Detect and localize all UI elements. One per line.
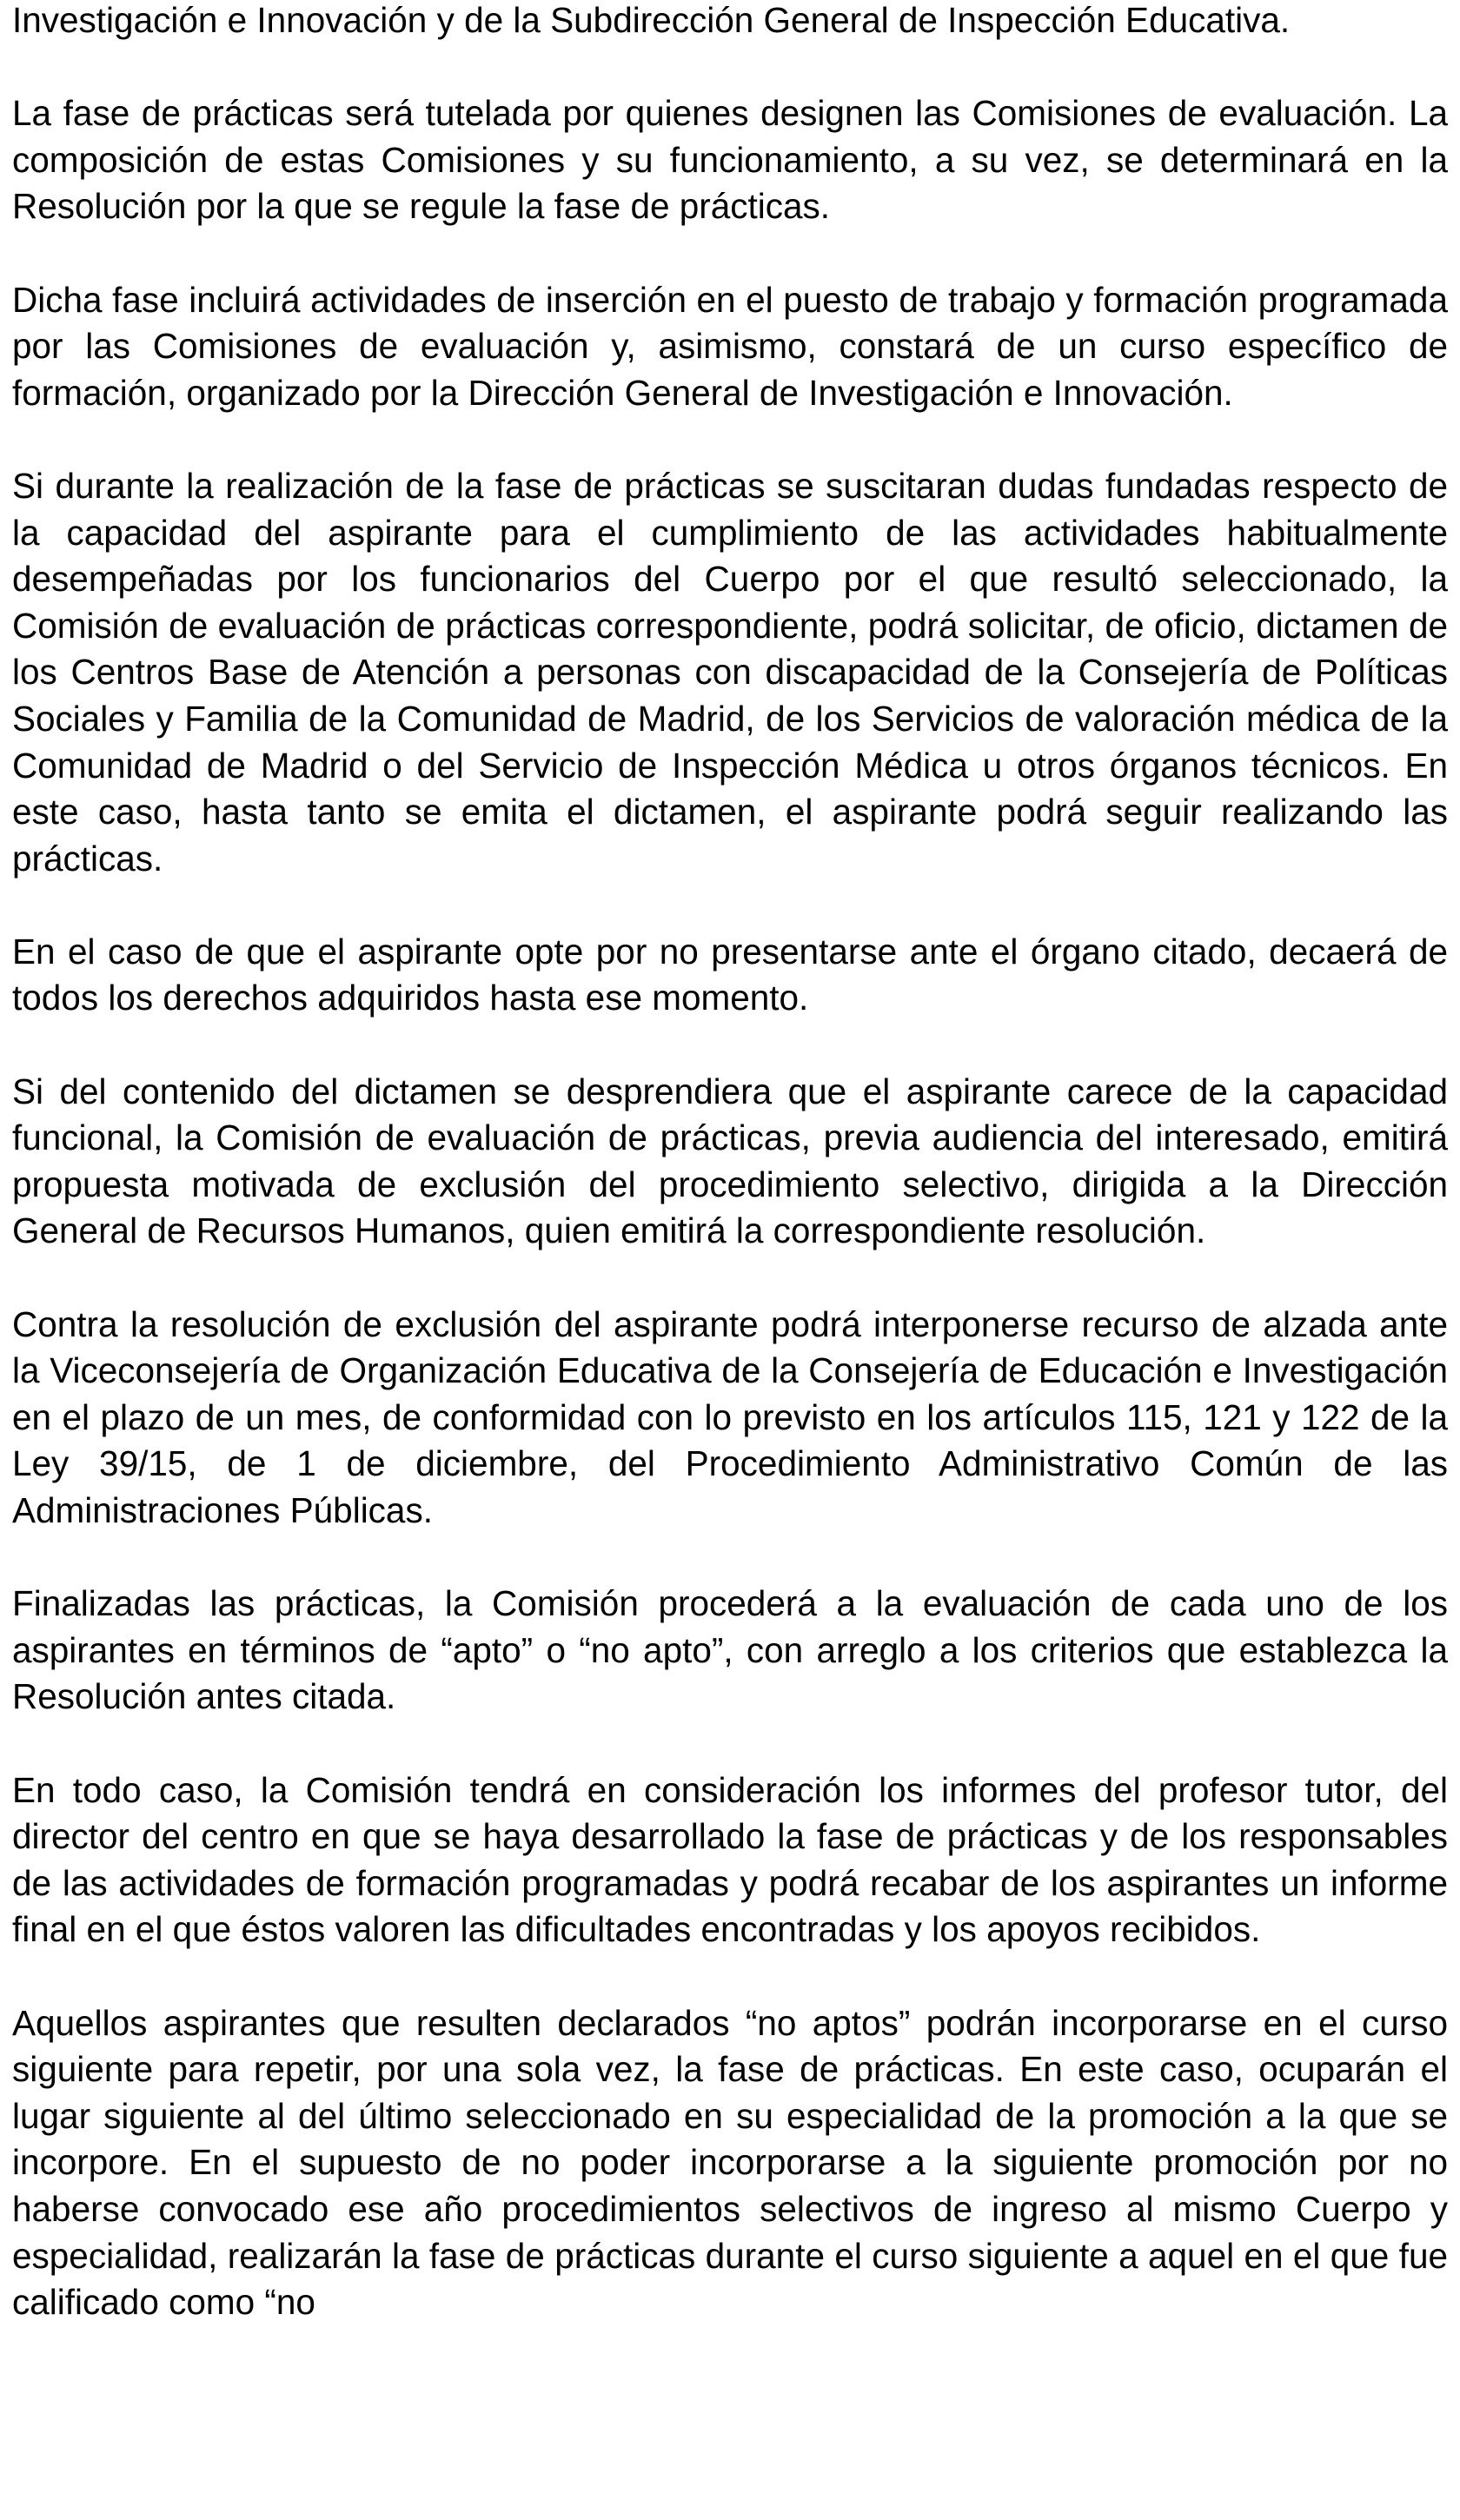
paragraph-7: Contra la resolución de exclusión del aspirante podrá interponerse recurso de alzada ante la Viceconsejería de Organización Educativa de la Consejería de Educación e Investigación en el plazo de un mes, de conformidad con lo previsto en los artículos 115, 121 y 122 de la Ley 39/15, de 1 de diciembre, del Procedimiento Administrativo Común de las Administraciones Públicas. [12,1303,1448,1530]
paragraph-2: La fase de prácticas será tutelada por quienes designen las Comisiones de evaluación. La composición de estas Comisiones y su funcionamiento, a su vez, se determinará en la Resolución por la que se regule la fase de prácticas. [12,93,1448,227]
paragraph-6: Si del contenido del dictamen se desprendiera que el aspirante carece de la capacidad funcional, la Comisión de evaluación de prácticas, previa audiencia del interesado, emitirá propuesta motivada de exclusión del procedimiento selectivo, dirigida a la Dirección General de Recursos Humanos, quien emitirá la correspondiente resolución. [12,1071,1448,1251]
paragraph-3: Dicha fase incluirá actividades de inserción en el puesto de trabajo y formación programada por las Comisiones de evaluación y, asimismo, constará de un curso específico de formación, organizado por la Dirección General de Investigación e Innovación. [12,279,1448,413]
paragraph-10: Aquellos aspirantes que resulten declarados “no aptos” podrán incorporarse en el curso siguiente para repetir, por una sola vez, la fase de prácticas. En este caso, ocuparán el lugar siguiente al del último seleccionado en su especialidad de la promoción a la que se incorpore. En el supuesto de no poder incorporarse a la siguiente promoción por no haberse convocado ese año procedimientos selectivos de ingreso al mismo Cuerpo y especialidad, realizarán la fase de prácticas durante el curso siguiente a aquel en el que fue calificado como “no [12,2002,1448,2323]
paragraph-5: En el caso de que el aspirante opte por no presentarse ante el órgano citado, decaerá de todos los derechos adquiridos hasta ese momento. [12,931,1448,1018]
paragraph-1: Investigación e Innovación y de la Subdirección General de Inspección Educativa. [12,0,1291,40]
paragraph-8: Finalizadas las prácticas, la Comisión procederá a la evaluación de cada uno de los aspirantes en términos de “apto” o “no apto”, con arreglo a los criterios que establezca la Resolución antes citada. [12,1583,1448,1717]
paragraph-9: En todo caso, la Comisión tendrá en consideración los informes del profesor tutor, del director del centro en que se haya desarrollado la fase de prácticas y de los responsables de las actividades de formación programadas y podrá recabar de los aspirantes un informe final en el que éstos valoren las dificultades encontradas y los apoyos recibidos. [12,1769,1448,1950]
document-page [12,0,1448,2372]
paragraph-4: Si durante la realización de la fase de prácticas se suscitaran dudas fundadas respecto de la capacidad del aspirante para el cumplimiento de las actividades habitualmente desempeñadas por los funcionarios del Cuerpo por el que resultó seleccionado, la Comisión de evaluación de prácticas correspondiente, podrá solicitar, de oficio, dictamen de los Centros Base de Atención a personas con discapacidad de la Consejería de Políticas Sociales y Familia de la Comunidad de Madrid, de los Servicios de valoración médica de la Comunidad de Madrid o del Servicio de Inspección Médica u otros órganos técnicos. En este caso, hasta tanto se emita el dictamen, el aspirante podrá seguir realizando las prácticas. [12,465,1448,879]
